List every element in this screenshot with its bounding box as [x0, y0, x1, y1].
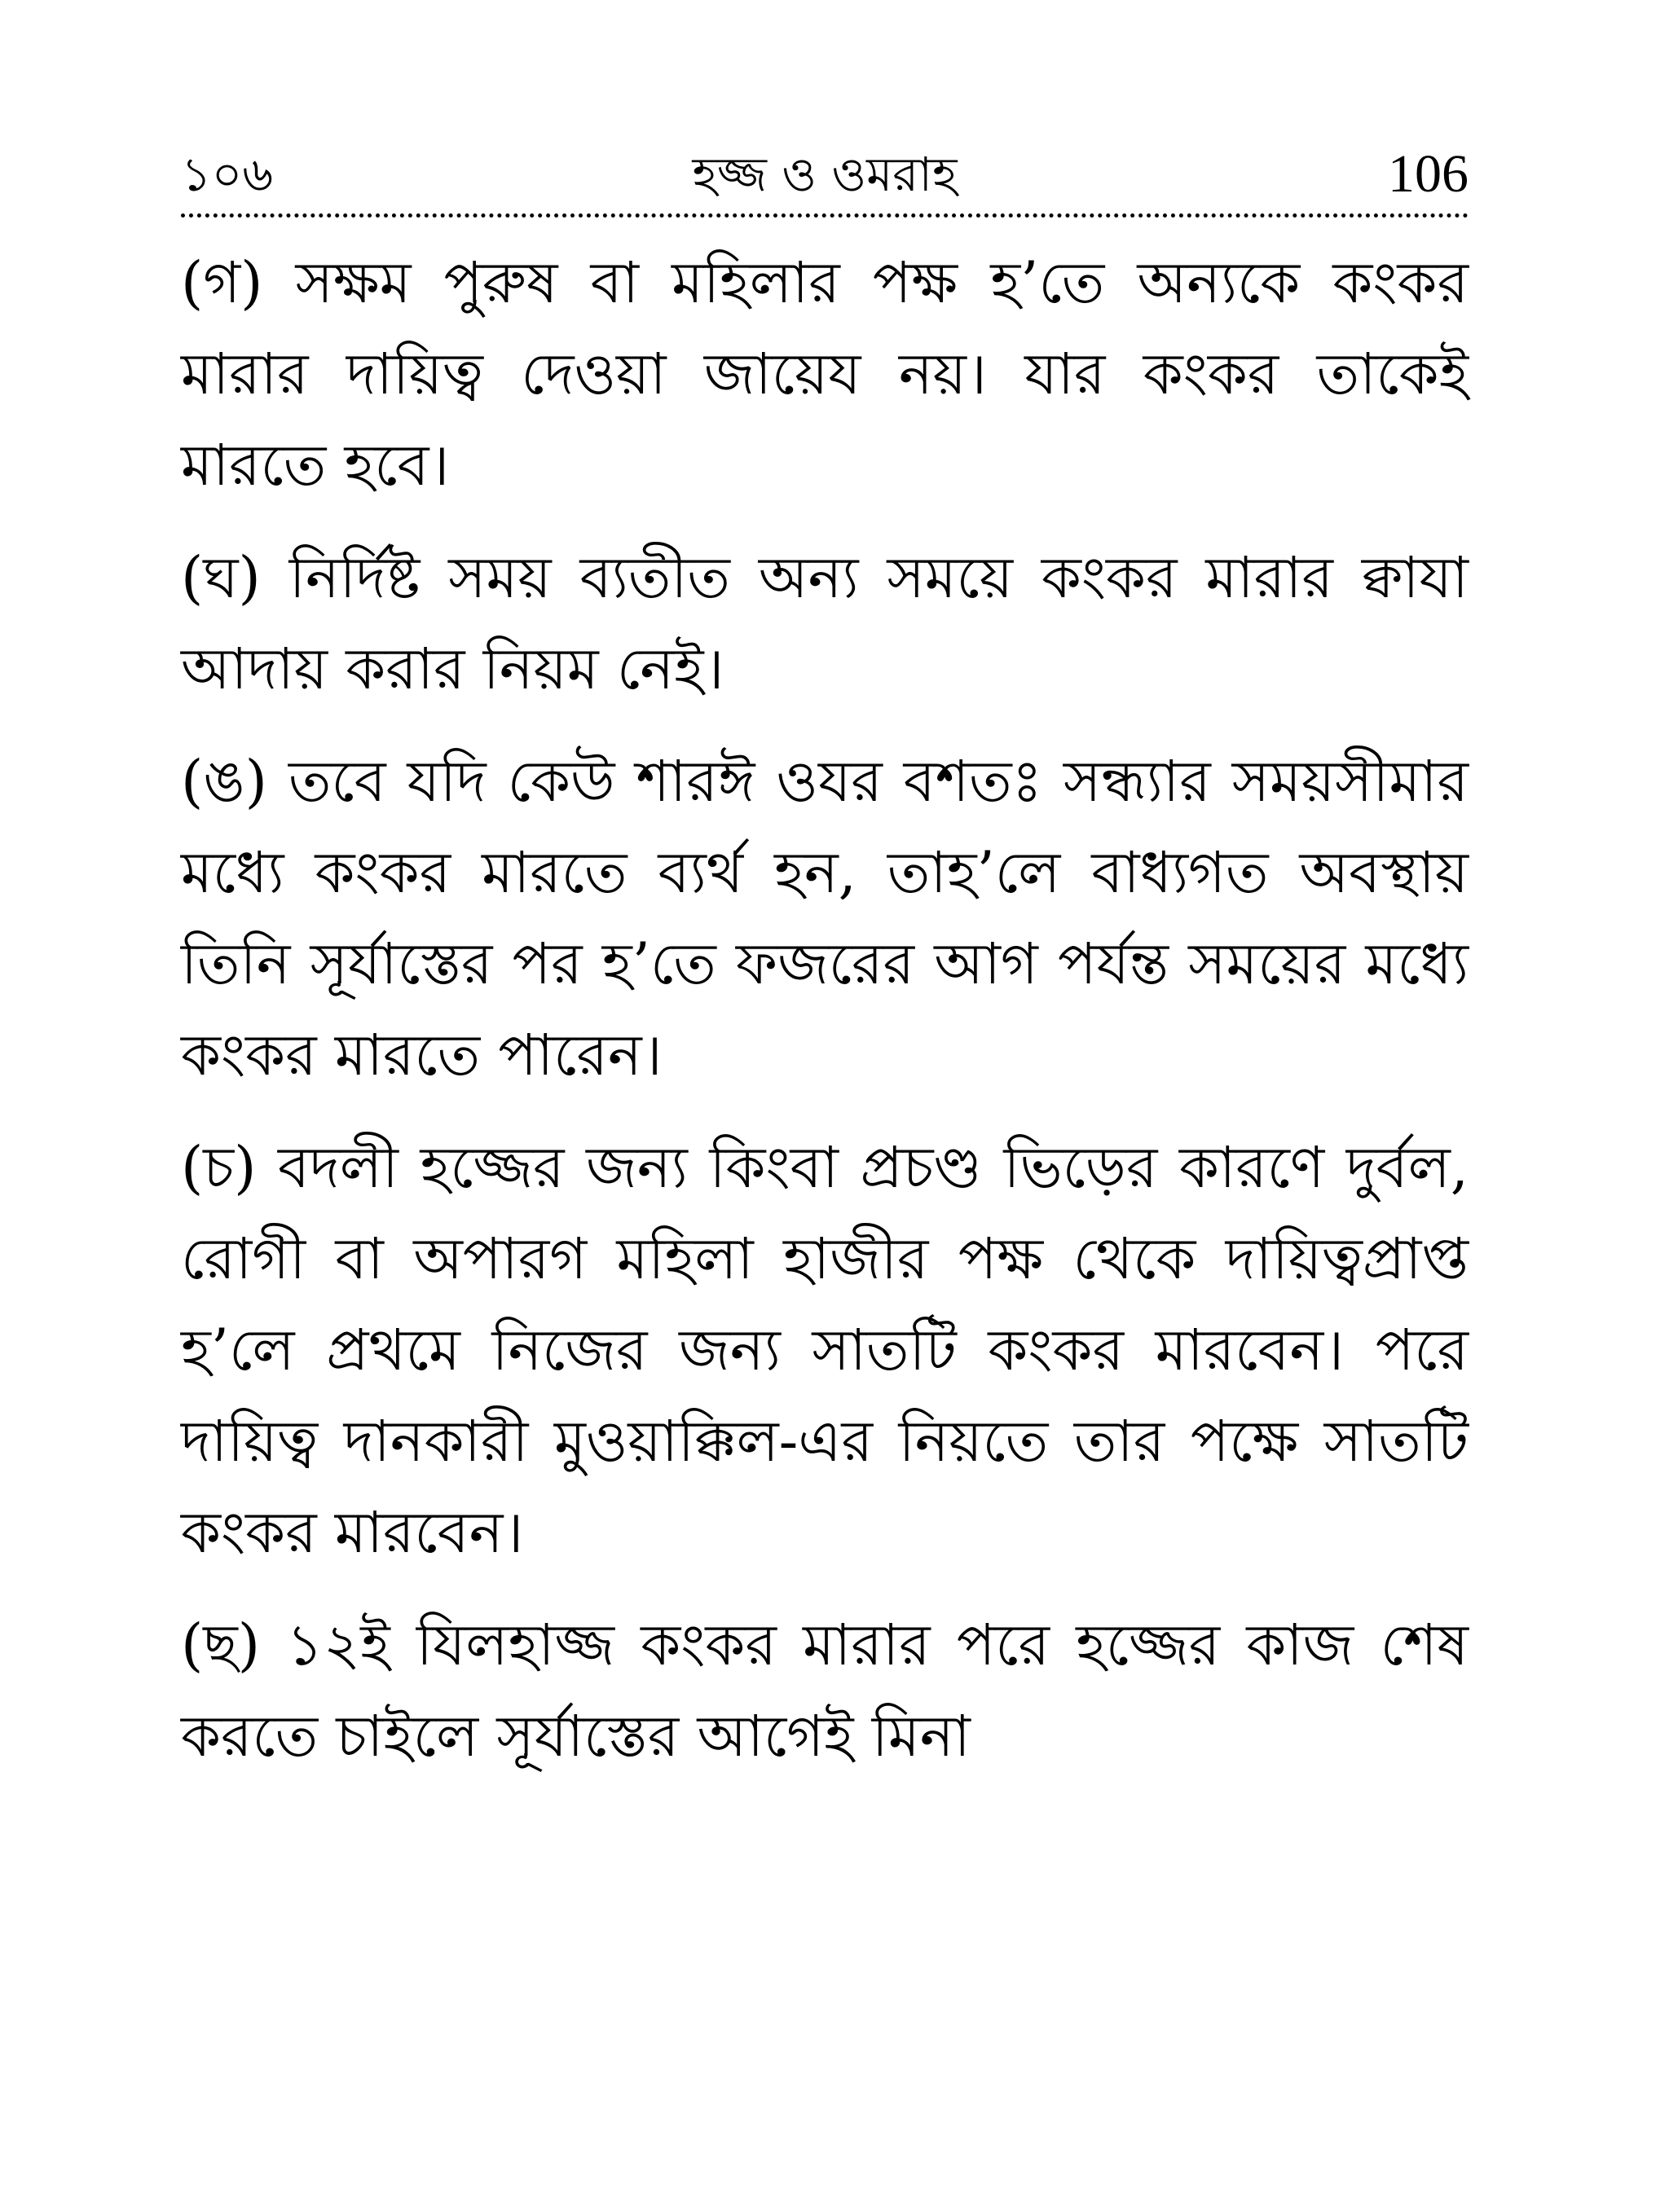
running-header	[181, 139, 1469, 210]
page-body	[181, 237, 1469, 1782]
page-number-latin: 106	[1388, 144, 1469, 204]
paragraph-ga: (গ) সক্ষম পুরুষ বা মহিলার পক্ষ হ’তে অন্যকে কংকর মারার দায়িত্ব দেওয়া জায়েয নয়। যার কংকর তাকেই মারতে হবে।	[181, 249, 1469, 499]
paragraph-uma: (ঙ) তবে যদি কেউ শারঈ ওযর বশতঃ সন্ধ্যার সময়সীমার মধ্যে কংকর মারতে ব্যর্থ হন, তাহ’লে বাধ্যগত অবস্থায় তিনি সূর্যাস্তের পর হ’তে ফজরের আগ পর্যন্ত সময়ের মধ্যে কংকর মারতে পারেন।	[181, 748, 1469, 1088]
paragraph-gha: (ঘ) নির্দিষ্ট সময় ব্যতীত অন্য সময়ে কংকর মারার ক্বাযা আদায় করার নিয়ম নেই।	[181, 544, 1469, 702]
paragraph-chha: (ছ) ১২ই যিলহাজ্জ কংকর মারার পরে হজ্জের কাজ শেষ করতে চাইলে সূর্যাস্তের আগেই মিনা	[181, 1612, 1469, 1770]
page-number-bengali: ১০৬	[181, 147, 274, 202]
paragraph-cha: (চ) বদলী হজ্জের জন্য কিংবা প্রচণ্ড ভিড়ের কারণে দুর্বল, রোগী বা অপারগ মহিলা হাজীর পক্ষ থেকে দায়িত্বপ্রাপ্ত হ’লে প্রথমে নিজের জন্য সাতটি কংকর মারবেন। পরে দায়িত্ব দানকারী মুওয়াক্কিল-এর নিয়তে তার পক্ষে সাতটি কংকর মারবেন।	[181, 1134, 1469, 1566]
book-page	[181, 139, 1469, 1803]
book-title: হজ্জ ও ওমরাহ	[692, 147, 958, 202]
dotted-divider	[181, 213, 1469, 218]
